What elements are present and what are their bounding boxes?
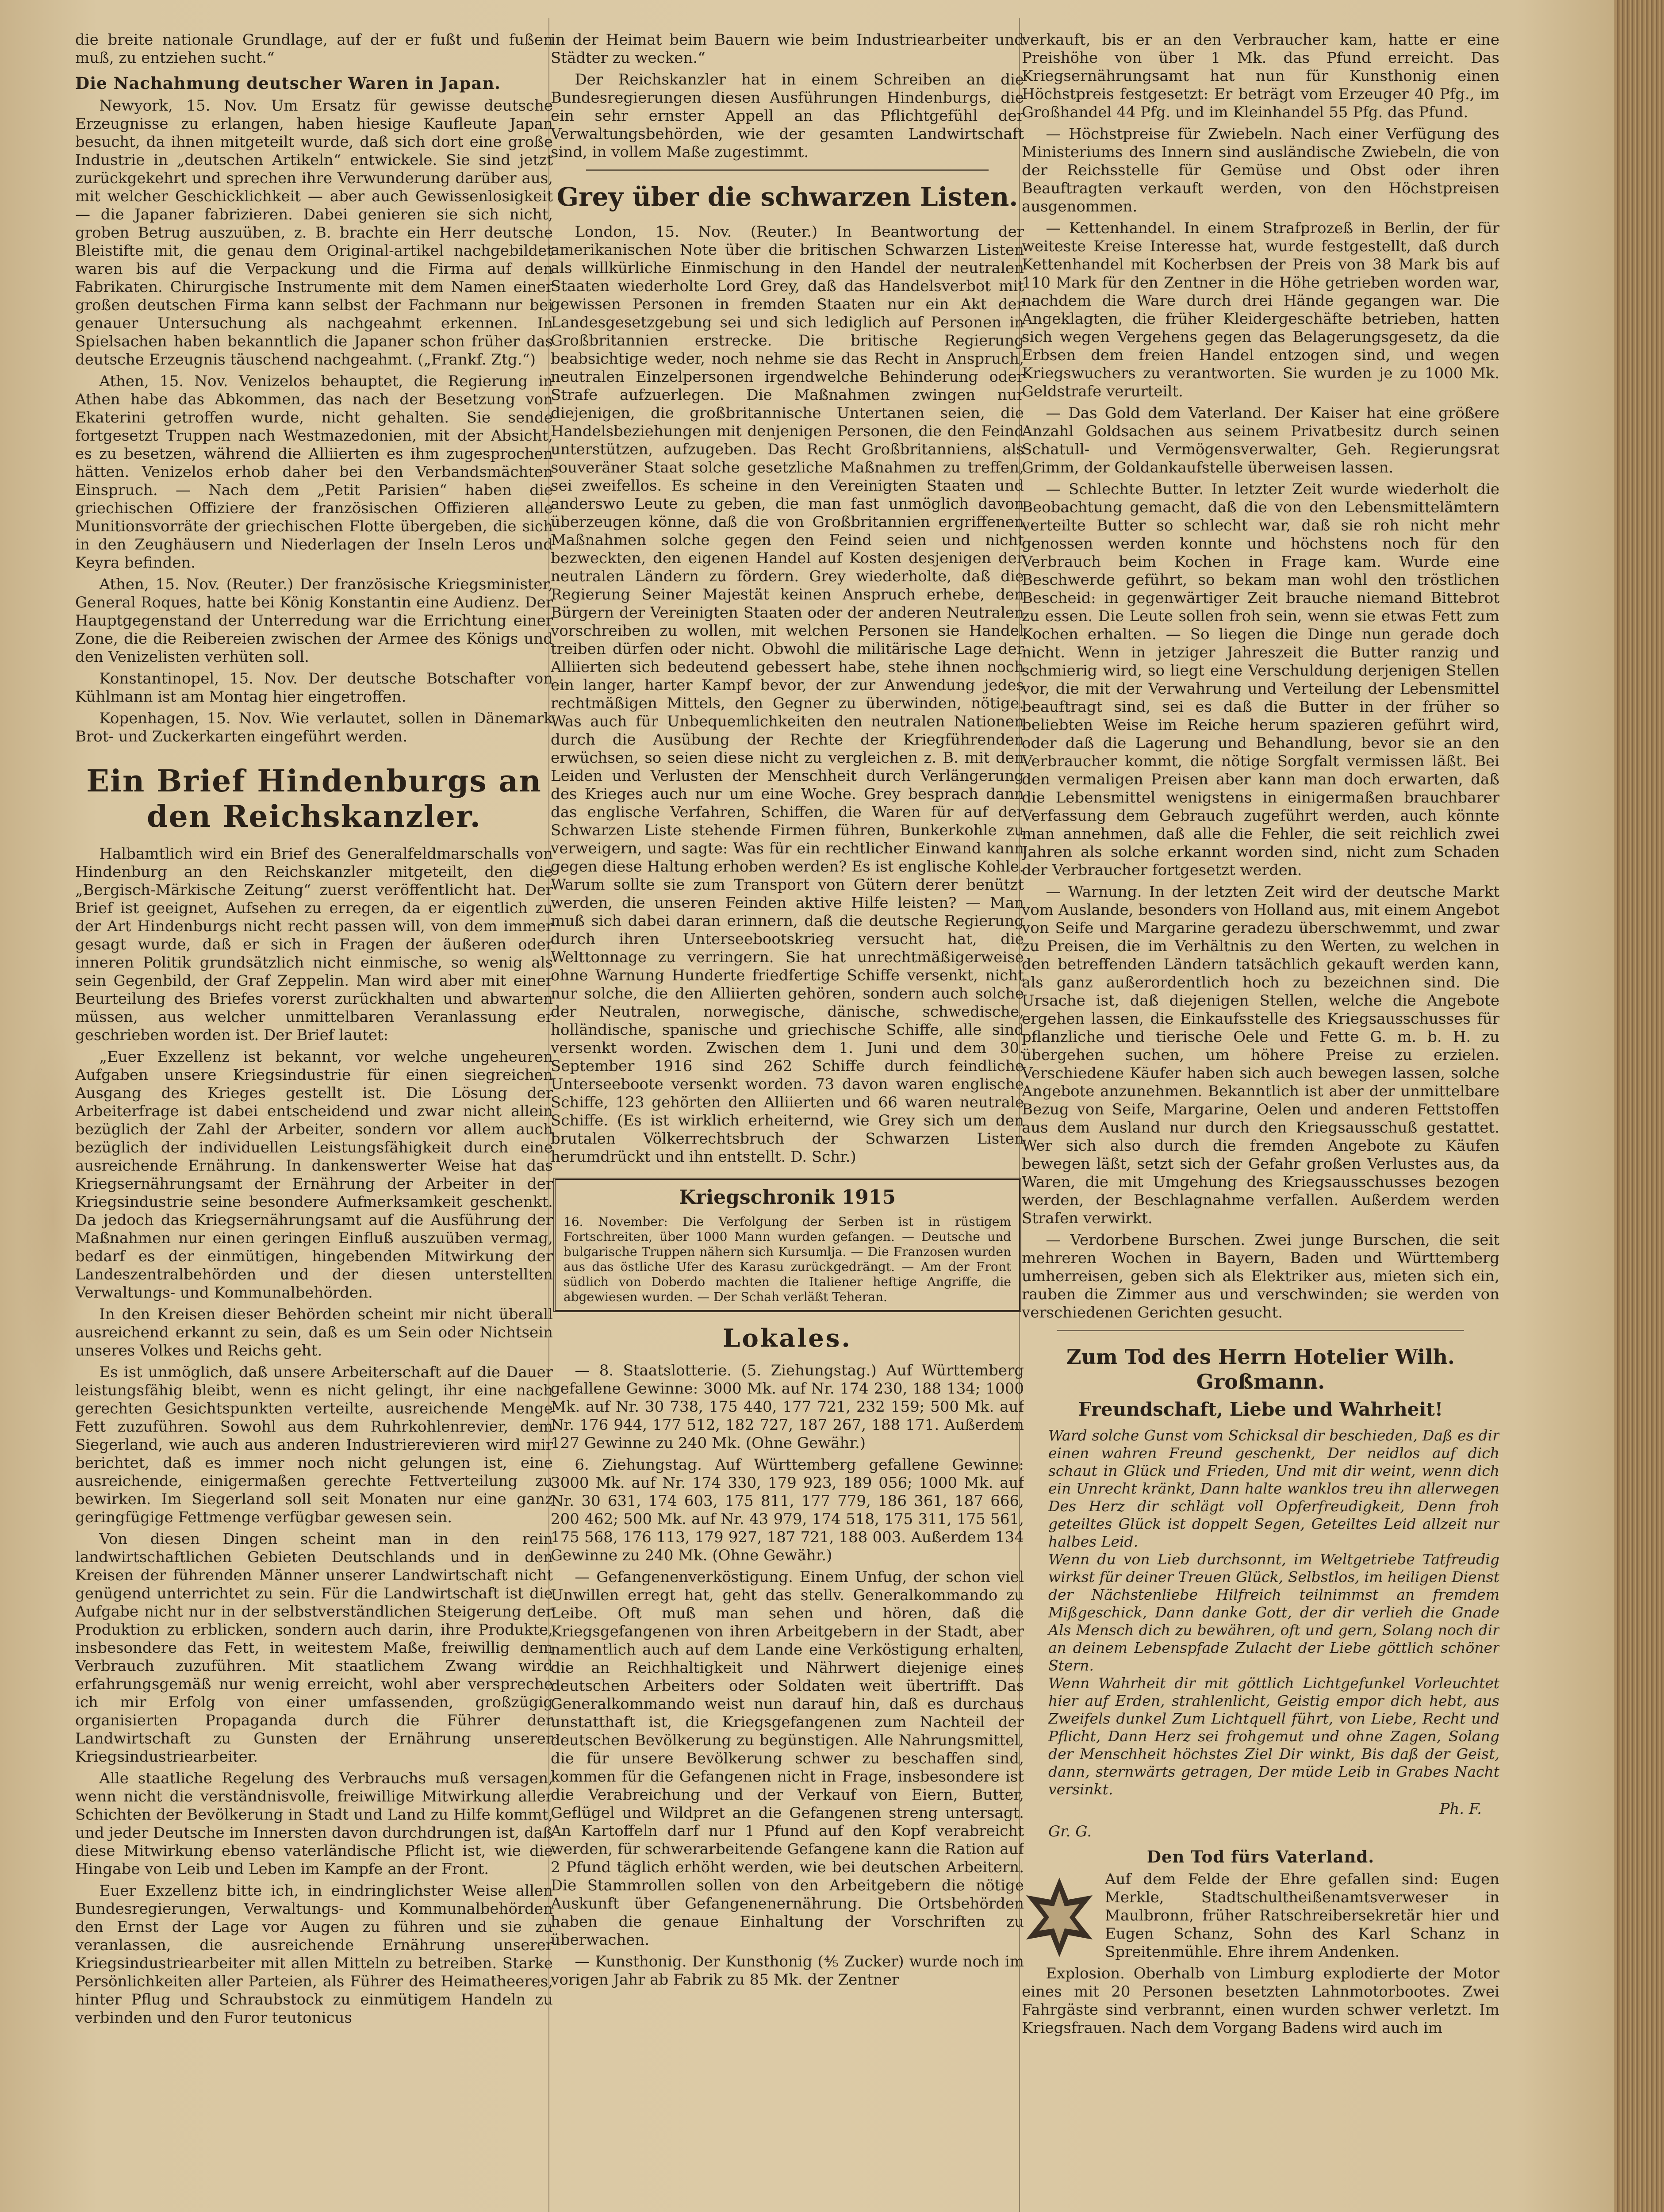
hindenburg-para-5: Von diesen Dingen scheint man in den rein landwirtschaftlichen Gebieten Deutschlands und in den Kreisen der führenden Männer unserer Landwirtschaft nicht genügend unterrichtet zu sein. Für die Landwirtschaft ist die Aufgabe nicht nur in der selbstverständlichen Steigerung der Produktion zu erblicken, sondern auch darin, ihre Produkte, insbesondere das Fett, in weitestem Maße, freiwillig dem Verbrauch zuzuführen. Mit staatlichem Zwang wird erfahrungsgemäß nur wenig erreicht, wohl aber verspreche ich mir Erfolg von einer umfassenden, großzügig organisierten Propaganda durch die Führer der Landwirtschaft zu Gunsten der Ernährung unserer Kriegsindustriearbeiter.	[75, 1530, 553, 1766]
article-kunsthonig: — Kunsthonig. Der Kunsthonig (⅘ Zucker) wurde noch im vorigen Jahr ab Fabrik zu 85 Mk. der Zentner	[551, 1953, 1024, 1989]
article-kettenhandel: — Kettenhandel. In einem Strafprozeß in Berlin, der für weiteste Kreise Interesse hat, wurde festgestellt, daß durch Kettenhandel mit Kocherbsen der Preis von 38 Mark bis auf 110 Mark für den Zentner in die Höhe getrieben worden war, nachdem die Ware durch drei Hände gegangen war. Die Angeklagten, die früher Kleidergeschäfte betrieben, hatten sich wegen Vergehens gegen das Belagerungsgesetz, da die Erbsen dem freien Handel entzogen sind, und wegen Kriegswuchers zu verantworten. Sie wurden je zu 1000 Mk. Geldstrafe verurteilt.	[1022, 219, 1499, 400]
poem-motto: Freundschaft, Liebe und Wahrheit!	[1078, 1398, 1443, 1420]
war-chronicle-title: Kriegschronik 1915	[679, 1186, 896, 1209]
column-left	[75, 31, 553, 2212]
article-lotterie: — 8. Staatslotterie. (5. Ziehungstag.) Auf Württemberg gefallene Gewinne: 3000 Mk. auf Nr. 174 230, 188 134; 1000 Mk. auf Nr. 30 738, 175 440, 177 721, 232 159; 500 Mk. auf Nr. 176 944, 177 512, 182 727, 187 267, 188 171. Außerdem 127 Gewinne zu 240 Mk. (Ohne Gewähr.)	[551, 1362, 1024, 1452]
poem-stanza-3: Wenn Wahrheit dir mit göttlich Lichtgefunkel Vorleuchtet hier auf Erden, strahlenlicht, Geistig empor dich hebt, aus Zweifels dunkel Zum Lichtquell führt, von Liebe, Recht und Pflicht, Dann Herz sei frohgemut und ohne Zagen, Solang der Menschheit höchstes Ziel Dir winkt, Bis daß der Geist, dann, sternwärts getragen, Der müde Leib in Grabes Nacht versinkt.	[1048, 1674, 1499, 1798]
article-grey: London, 15. Nov. (Reuter.) In Beantwortung der amerikanischen Note über die britischen Schwarzen Listen als willkürliche Einmischung in den Handel der neutralen Staaten wiederholte Lord Grey, daß das Handelsverbot mit gewissen Personen in fremden Staaten nur ein Akt der Landesgesetzgebung sei und sich lediglich auf Personen in Großbritannien erstrecke. Die britische Regierung beabsichtige weder, noch nehme sie das Recht in Anspruch, neutralen Einzelpersonen irgendwelche Behinderung oder Strafe aufzuerlegen. Die Maßnahmen zwingen nur diejenigen, die großbritannische Untertanen seien, die Handelsbeziehungen mit denjenigen Personen, die den Feind unterstützen, aufzugeben. Das Recht Großbritanniens, als souveräner Staat solche gesetzliche Maßnahmen zu treffen, sei zweifellos. Es scheine in den Vereinigten Staaten und anderswo Leute zu geben, die man fast unmöglich davon überzeugen könne, daß die von Großbritannien ergriffenen Maßnahmen solche gegen den Feind seien und nicht bezweckten, den eigenen Handel auf Kosten desjenigen der neutralen Ländern zu fördern. Grey wiederholte, daß die Regierung Seiner Majestät keinen Anspruch erhebe, den Bürgern der Vereinigten Staaten oder der anderen Neutralen vorschreiben zu wollen, mit welchen Personen sie Handel treiben dürfen oder nicht. Obwohl die militärische Lage der Alliierten sich bedeutend gebessert habe, stehe ihnen noch ein langer, harter Kampf bevor, der zur Anwendung jedes rechtmäßigen Mittels, den Gegner zu überwinden, nötige. Was auch für Unbequemlichkeiten den neutralen Nationen durch die Ausübung der Rechte der Kriegführenden erwüchsen, so seien diese nicht zu vergleichen z. B. mit den Leiden und Verlusten der Menschheit durch Verlängerung des Krieges auch nur um eine Woche. Grey besprach dann das englische Verfahren, Schiffen, die Waren für auf der Schwarzen Liste stehende Firmen führen, Bunkerkohle zu verweigern, und sagte: Was für ein rechtlicher Einwand kann gegen diese Haltung erhoben werden? Es ist englische Kohle. Warum sollte sie zum Transport von Gütern derer benützt werden, die unseren Feinden aktive Hilfe leisten? — Man muß sich dabei daran erinnern, daß die deutsche Regierung durch ihren Unterseebootskrieg versucht hat, die Welttonnage zu verringern. Sie hat unrechtmäßigerweise ohne Warnung Hunderte friedfertige Schiffe versenkt, nicht nur solche, die den Alliierten gehören, sondern auch solche der Neutralen, norwegische, dänische, schwedische, holländische, spanische und griechische Schiffe, alle sind versenkt worden. Zwischen dem 1. Juni und dem 30. September 1916 sind 262 Schiffe durch feindliche Unterseeboote versenkt worden. 73 davon waren englische Schiffe, 123 gehörten den Alliierten und 66 waren neutrale Schiffe. (Es ist wirklich erheiternd, wie Grey sich um den brutalen Völkerrechtsbruch der Schwarzen Listen herumdrückt und ihn entstellt. D. Schr.)	[551, 223, 1024, 1166]
war-chronicle-box	[553, 1178, 1021, 1312]
continued-text: in der Heimat beim Bauern wie beim Industriearbeiter und Städter zu wecken.“	[551, 31, 1024, 67]
column-middle	[551, 31, 1024, 2212]
article-warnung: — Warnung. In der letzten Zeit wird der deutsche Markt vom Auslande, besonders von Holland aus, mit einem Angebot von Seife und Margarine geradezu überschwemmt, und zwar zu Preisen, die im Verhältnis zu den Werten, zu welchen in den betreffenden Ländern tatsächlich gekauft werden kann, als ganz außerordentlich hoch zu bezeichnen sind. Die Ursache ist, daß diejenigen Stellen, welche die Angebote ergehen lassen, die Einkaufsstelle des Kriegsausschusses für pflanzliche und tierische Oele und Fette G. m. b. H. zu übergehen suchen, um höhere Preise zu erzielen. Verschiedene Käufer haben sich auch bewegen lassen, solche Angebote anzunehmen. Bekanntlich ist aber der unmittelbare Bezug von Seife, Margarine, Oelen und anderen Fettstoffen aus dem Ausland nur durch den Kriegsausschuß gestattet. Wer sich also durch die fremden Angebote zu Käufen bewegen läßt, setzt sich der Gefahr großen Verlustes aus, da Waren, die mit Umgehung des Kriegsausschusses bezogen werden, der Beschlagnahme verfallen. Außerdem werden Strafen verwirkt.	[1022, 883, 1499, 1227]
heading-hotelier: Zum Tod des Herrn Hotelier Wilh. Großmann.	[1066, 1345, 1455, 1394]
heading-grey: Grey über die schwarzen Listen.	[556, 182, 1018, 212]
page-edge-stack	[1614, 0, 1664, 2212]
hindenburg-para-1: Halbamtlich wird ein Brief des Generalfeldmarschalls von Hindenburg an den Reichskanzler mitgeteilt, den die „Bergisch-Märkische Zeitung“ zuerst veröffentlicht hat. Der Brief ist geeignet, Aufsehen zu erregen, da er eigentlich zu der Art Hindenburgs nicht recht passen will, von dem immer gesagt wurde, daß er sich in Fragen der äußeren oder inneren Politik grundsätzlich nicht einmische, so wenig als sein Gegenbild, der Graf Zeppelin. Man wird aber mit einer Beurteilung des Briefes vorerst zurückhalten und abwarten müssen, aus welcher unmittelbaren Veranlassung er geschrieben worden ist. Der Brief lautet:	[75, 845, 553, 1044]
article-explosion: Explosion. Oberhalb von Limburg explodierte der Motor eines mit 20 Personen besetzten Lahnmotorbootes. Zwei Fahrgäste sind verbrannt, einen wurden schwer verletzt. Im Kriegsfrauen. Nach dem Vorgang Badens wird auch im	[1022, 1965, 1499, 2037]
article-athen-2: Athen, 15. Nov. (Reuter.) Der französische Kriegsminister, General Roques, hatte bei König Konstantin eine Audienz. Der Hauptgegenstand der Unterredung war die Errichtung einer Zone, die die Reibereien zwischen der Armee des Königs und den Venizelisten verhüten soll.	[75, 576, 553, 666]
poem-signature-2: Gr. G.	[1048, 1823, 1092, 1840]
article-burschen: — Verdorbene Burschen. Zwei junge Burschen, die seit mehreren Wochen in Bayern, Baden und Württemberg umherreisen, geben sich als Elektriker aus, mieten sich ein, rauben die Zimmer aus und verschwinden; sie werden von verschiedenen Gerichten gesucht.	[1022, 1231, 1499, 1321]
hindenburg-para-3: In den Kreisen dieser Behörden scheint mir nicht überall ausreichend erkannt zu sein, daß es um Sein oder Nichtsein unseres Volkes und Reichs geht.	[75, 1306, 553, 1359]
continued-text: verkauft, bis er an den Verbraucher kam, hatte er eine Preishöhe von über 1 Mk. das Pfund erreicht. Das Kriegsernährungsamt hat nun für Kunsthonig einen Höchstpreis festgesetzt: Er beträgt vom Erzeuger 40 Pfg., im Großhandel 44 Pfg. und im Kleinhandel 55 Pfg. das Pfund.	[1022, 31, 1499, 121]
article-gefallen: Auf dem Felde der Ehre gefallen sind: Eugen Merkle, Stadtschultheißenamtsverweser in Maulbronn, früher Ratschreibersekretär hier und Eugen Schanz, Sohn des Karl Schanz in Spreitenmühle. Ehre ihrem Andenken.	[1105, 1870, 1499, 1961]
heading-lokales: Lokales.	[723, 1324, 852, 1353]
poem-signature: Ph. F.	[1439, 1800, 1482, 1818]
iron-cross-icon	[1022, 1873, 1097, 1962]
poem-stanza-1: Ward solche Gunst vom Schicksal dir beschieden, Daß es dir einen wahren Freund geschenkt, Der neidlos auf dich schaut in Glück und Frieden, Und mit dir weint, wenn dich ein Unrecht kränkt, Dann halte wanklos treu ihn allerwegen Des Herz dir schlägt voll Opferfreudigkeit, Denn froh geteiltes Glück ist doppelt Segen, Geteiltes Leid allzeit nur halbes Leid.	[1048, 1427, 1499, 1550]
heading-vaterland: Den Tod fürs Vaterland.	[1146, 1847, 1375, 1866]
continued-text: die breite nationale Grundlage, auf der er fußt und fußen muß, zu entziehen sucht.“	[75, 31, 553, 67]
section-divider	[586, 169, 989, 171]
poem-stanza-2: Wenn du von Lieb durchsonnt, im Weltgetriebe Tatfreudig wirkst für deiner Treuen Glück, Selbstlos, im heiligen Dienst der Nächstenliebe Hilfreich teilnimmst an fremdem Mißgeschick, Dann danke Gott, der dir verlieh die Gnade Als Mensch dich zu bewähren, oft und gern, Solang noch dir an deinem Lebenspfade Zulacht der Liebe göttlich schöner Stern.	[1048, 1551, 1499, 1674]
heading-hindenburg: Ein Brief Hindenburgs an den Reichskanzler.	[86, 764, 542, 834]
article-butter: — Schlechte Butter. In letzter Zeit wurde wiederholt die Beobachtung gemacht, daß die von den Lebensmittelämtern verteilte Butter so schlecht war, daß sie roh nicht mehr genossen werden konnte und höchstens noch für den Verbrauch beim Kochen in Frage kam. Wurde eine Beschwerde geführt, so bekam man wohl den tröstlichen Bescheid: in gegenwärtiger Zeit brauche niemand Bittebrot zu essen. Die Leute sollen froh sein, wenn sie etwas Fett zum Kochen erhalten. — So liegen die Dinge nun gerade doch nicht. Wenn in jetziger Jahreszeit die Butter ranzig und schmierig wird, so liegt eine Verschuldung derjenigen Stellen vor, die mit der Verwahrung und Verteilung der Lebensmittel beauftragt sind, sei es daß die Butter in der früher so beliebten Weise im Reiche herum spazieren geführt wird, oder daß die Lagerung und Behandlung, bevor sie an den Verbraucher kommt, die nötige Sorgfalt vermissen läßt. Bei den vermaligen Preisen aber kann man doch erwarten, daß die Lebensmittel wenigstens in einigermaßen brauchbarer Verfassung dem Gebrauch zugeführt werden, auch könnte man annehmen, daß alle die Fehler, die seit reichlich zwei Jahren als solche erkannt worden sind, nicht zum Schaden der Verbraucher fortgesetzt werden.	[1022, 480, 1499, 879]
section-divider	[1057, 1330, 1464, 1331]
hindenburg-para-7: Euer Exzellenz bitte ich, in eindringlichster Weise allen Bundesregierungen, Verwaltungs- und Kommunalbehörden den Ernst der Lage vor Augen zu führen und sie zu veranlassen, die ausreichende Ernährung unserer Kriegsindustriearbeiter mit allen Mitteln zu betreiben. Starke Persönlichkeiten aller Parteien, als Führer des Heimatheeres, hinter Pflug und Schraubstock zu einmütigem Handeln zu verbinden und den Furor teutonicus	[75, 1882, 553, 2027]
article-athen-1: Athen, 15. Nov. Venizelos behauptet, die Regierung in Athen habe das Abkommen, das nach der Besetzung von Ekaterini getroffen wurde, nicht gehalten. Sie sende fortgesetzt Truppen nach Westmazedonien, mit der Absicht, es zu besetzen, während die Alliierten es ihm zugesprochen hätten. Venizelos erhob daher bei den Verbandsmächten Einspruch. — Nach dem „Petit Parisien“ haben die griechischen Offiziere der französischen Offizieren alle Munitionsvorräte der griechischen Flotte übergeben, die sich in den Zeughäusern und Niederlagen der Inseln Leros und Keyra befinden.	[75, 373, 553, 572]
column-right	[1022, 31, 1499, 2212]
reichskanzler-note: Der Reichskanzler hat in einem Schreiben an die Bundesregierungen diesen Ausführungen Hindenburgs, die ein sehr ernster Appell an das Pflichtgefühl der Verwaltungsbehörden, wie der gesamten Landwirtschaft sind, in vollem Maße zugestimmt.	[551, 71, 1024, 161]
article-lotterie-2: 6. Ziehungstag. Auf Württemberg gefallene Gewinne: 3000 Mk. auf Nr. 174 330, 179 923, 189 056; 1000 Mk. auf Nr. 30 631, 174 603, 175 811, 177 779, 186 361, 187 666, 200 462; 500 Mk. auf Nr. 43 979, 174 518, 175 311, 175 561, 175 568, 176 113, 179 927, 187 721, 188 003. Außerdem 134 Gewinne zu 240 Mk. (Ohne Gewähr.)	[551, 1456, 1024, 1564]
hindenburg-para-4: Es ist unmöglich, daß unsere Arbeiterschaft auf die Dauer leistungsfähig bleibt, wenn es nicht gelingt, ihr eine nach gerechten Gesichtspunkten verteilte, ausreichende Menge Fett zuzuführen. Sowohl aus dem Ruhrkohlenrevier, dem Siegerland, wie auch aus anderen Industrierevieren wird mir berichtet, daß es immer noch nicht gelungen ist, eine ausreichende, einigermaßen gerechte Fettverteilung zu bewirken. Im Siegerland soll seit Monaten nur eine ganz geringfügige Fettmenge verfügbar gewesen sein.	[75, 1363, 553, 1526]
article-japan: Newyork, 15. Nov. Um Ersatz für gewisse deutsche Erzeugnisse zu erlangen, haben hiesige Kaufleute Japan besucht, da ihnen mitgeteilt wurde, daß sich dort eine große Industrie in „deutschen Artikeln“ entwickele. Sie sind jetzt zurückgekehrt und sprechen ihre Verwunderung darüber aus, mit welcher Geschicklichkeit — aber auch Gewissenlosigkeit — die Japaner fabrizieren. Dabei genieren sie sich nicht, groben Betrug auszuüben, z. B. brachte ein Herr deutsche Bleistifte mit, die genau dem Original-artikel nachgebildet waren bis auf die Verpackung und die Firma auf den Fabrikaten. Chirurgische Instrumente mit dem Namen einer großen deutschen Firma kann selbst der Fachmann nur bei genauer Untersuchung als nachgeahmt erkennen. In Spielsachen haben bekanntlich die Japaner schon früher das deutsche Erzeugnis täuschend nachgeahmt. („Frankf. Ztg.“)	[75, 97, 553, 369]
article-kopenhagen: Kopenhagen, 15. Nov. Wie verlautet, sollen in Dänemark Brot- und Zuckerkarten eingeführt werden.	[75, 710, 553, 745]
article-zwiebeln: — Höchstpreise für Zwiebeln. Nach einer Verfügung des Ministeriums des Innern sind ausländische Zwiebeln, die von der Reichsstelle für Gemüse und Obst oder ihren Beauftragten verkauft werden, von den Höchstpreisen ausgenommen.	[1022, 125, 1499, 215]
article-gold: — Das Gold dem Vaterland. Der Kaiser hat eine größere Anzahl Goldsachen aus seinem Privatbesitz durch seinen Schatull- und Vermögensverwalter, Geh. Regierungsrat Grimm, der Goldankaufstelle überweisen lassen.	[1022, 404, 1499, 476]
hindenburg-para-2: „Euer Exzellenz ist bekannt, vor welche ungeheuren Aufgaben unsere Kriegsindustrie für einen siegreichen Ausgang des Krieges gestellt ist. Die Lösung der Arbeiterfrage ist dabei entscheidend und zwar nicht allein bezüglich der Zahl der Arbeiter, sondern vor allem auch bezüglich der individuellen Leistungsfähigkeit durch eine ausreichende Ernährung. In dankenswerter Weise hat das Kriegsernährungsamt der Ernährung der Arbeiter in der Kriegsindustrie seine besondere Aufmerksamkeit geschenkt. Da jedoch das Kriegsernährungsamt auf die Ausführung der Maßnahmen nur einen geringen Einfluß auszuüben vermag, bedarf es der einmütigen, hingebenden Mitwirkung der Landeszentralbehörden und der diesen unterstellten Verwaltungs- und Kommunalbehörden.	[75, 1048, 553, 1302]
article-gefangene: — Gefangenenverköstigung. Einem Unfug, der schon viel Unwillen erregt hat, geht das stellv. Generalkommando zu Leibe. Oft muß man sehen und hören, daß die Kriegsgefangenen von ihren Arbeitgebern in der Stadt, aber namentlich auch auf dem Lande eine Verköstigung erhalten, die an Reichhaltigkeit und Nährwert diejenige eines deutschen Arbeiters oder Soldaten weit übertrifft. Das Generalkommando weist nun darauf hin, daß es durchaus unstatthaft ist, die Kriegsgefangenen zum Nachteil der deutschen Bevölkerung zu begünstigen. Alle Nahrungsmittel, die für unsere Bevölkerung schwer zu beschaffen sind, kommen für die Gefangenen nicht in Frage, insbesondere ist die Verabreichung und der Verkauf von Eiern, Butter, Geflügel und Wildpret an die Gefangenen streng untersagt. An Kartoffeln darf nur 1 Pfund auf den Kopf verabreicht werden, für schwerarbeitende Gefangene kann die Ration auf 2 Pfund täglich erhöht werden, wie bei deutschen Arbeitern. Die Stammrollen sollen von den Arbeitgebern die nötige Auskunft über Gefangenenernährung. Die Ortsbehörden haben die genaue Einhaltung der Vorschriften zu überwachen.	[551, 1568, 1024, 1949]
war-chronicle-text: 16. November: Die Verfolgung der Serben ist in rüstigem Fortschreiten, über 1000 Mann wurden gefangen. — Deutsche und bulgarische Truppen nähern sich Kursumlja. — Die Franzosen wurden aus das östliche Ufer des Karasu zurückgedrängt. — Am der Front südlich von Doberdo machten die Italiener heftige Angriffe, die abgewiesen wurden. — Der Schah verläßt Teheran.	[564, 1214, 1011, 1304]
article-konstantinopel: Konstantinopel, 15. Nov. Der deutsche Botschafter von Kühlmann ist am Montag hier eingetroffen.	[75, 670, 553, 706]
heading-japan: Die Nachahmung deutscher Waren in Japan.	[75, 73, 501, 93]
hindenburg-para-6: Alle staatliche Regelung des Verbrauchs muß versagen, wenn nicht die verständnisvolle, freiwillige Mitwirkung aller Schichten der Bevölkerung in Stadt und Land zu Hilfe kommt, und jeder Deutsche im Innersten davon durchdrungen ist, daß diese Mitwirkung ebenso vaterländische Pflicht ist, wie die Hingabe von Leib und Leben im Kampfe an der Front.	[75, 1770, 553, 1878]
